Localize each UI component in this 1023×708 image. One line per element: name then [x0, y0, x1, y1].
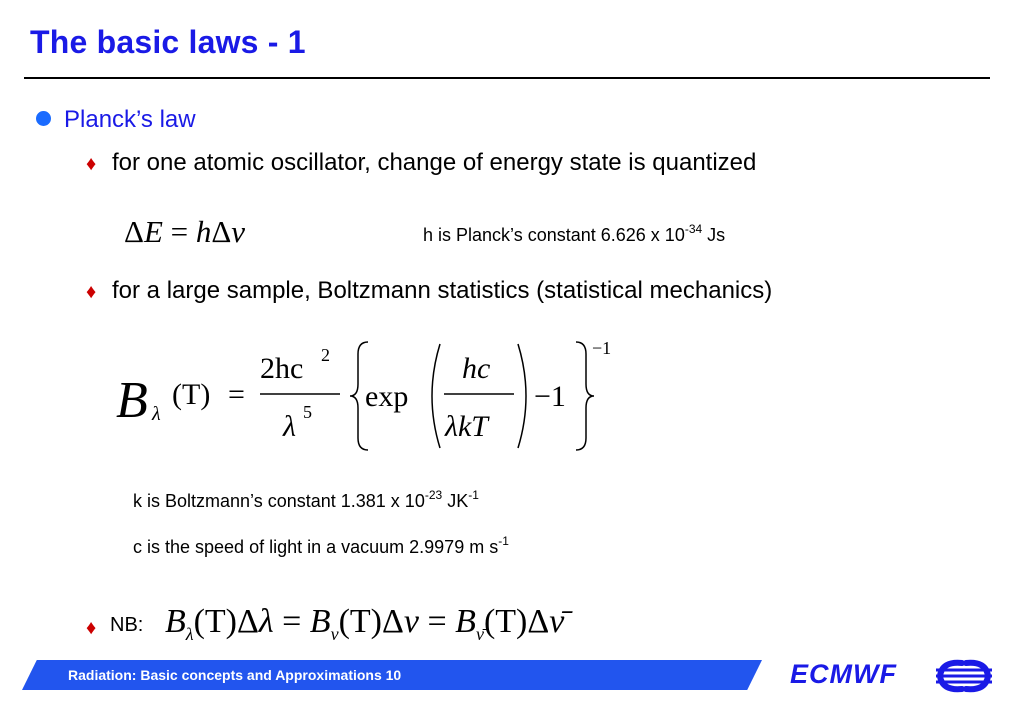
- ecmwf-brand-text: ECMWF: [790, 659, 897, 689]
- red-diamond-bullet-icon: ♦: [86, 153, 97, 175]
- nb-equation: [165, 603, 564, 645]
- planck-function-equation: [110, 330, 630, 460]
- blue-dot-bullet-icon: [36, 111, 51, 126]
- nb-delta2: Δ: [382, 603, 404, 640]
- equals-sign: =: [170, 214, 189, 249]
- minus-one: −1: [534, 380, 566, 413]
- outer-exponent: −1: [592, 338, 612, 358]
- eq-E: E: [143, 214, 163, 249]
- nb-B2: B: [309, 603, 331, 640]
- planck-T: (T): [172, 378, 211, 411]
- planck-constant-note: [423, 222, 726, 246]
- nb-eq2: =: [427, 603, 447, 640]
- nb-T1: (T): [193, 603, 237, 640]
- nb-nubar: ν̄: [549, 603, 565, 640]
- nb-B3: B: [455, 603, 476, 640]
- delta-symbol: Δ: [124, 214, 144, 249]
- boltzmann-unit-exp: -1: [468, 488, 479, 502]
- nb-delta3: Δ: [527, 603, 550, 640]
- nb-T2: (T): [338, 603, 382, 640]
- sub-bullet-oscillator: for one atomic oscillator, change of energy state is quantized: [112, 149, 757, 176]
- boltzmann-exp: -23: [424, 488, 443, 502]
- right-brace: [576, 342, 594, 450]
- eq-h: h: [195, 214, 212, 249]
- boltzmann-constant-note: [133, 488, 479, 512]
- speed-of-light-text: c is the speed of light in a vacuum 2.9979 m s: [133, 537, 499, 557]
- inner-numerator: hc: [462, 352, 491, 385]
- eq-nu: ν: [231, 214, 246, 249]
- title-divider: [24, 77, 990, 79]
- nb-sub-nubar: ν̄: [475, 623, 484, 644]
- speed-of-light-exp: -1: [498, 534, 509, 548]
- speed-of-light-note: [133, 534, 509, 558]
- bullet-plancks-law: Planck’s law: [64, 106, 196, 133]
- nb-B1: B: [165, 603, 186, 640]
- ecmwf-logo-icon: [934, 656, 994, 696]
- nb-sub-nu: ν: [330, 623, 339, 644]
- nb-eq1: =: [282, 603, 302, 640]
- boltzmann-text: k is Boltzmann’s constant 1.381 x 10: [133, 491, 425, 511]
- planck-constant-unit: Js: [702, 225, 726, 245]
- nb-sub-lambda: λ: [185, 623, 194, 644]
- planck-denominator-exp: 5: [303, 402, 312, 422]
- inner-denominator: λkT: [445, 410, 488, 443]
- red-diamond-bullet-icon: ♦: [86, 617, 97, 639]
- red-diamond-bullet-icon: ♦: [86, 281, 97, 303]
- planck-numerator-exp: 2: [321, 345, 330, 365]
- exp-function: exp: [365, 380, 409, 413]
- footer-text: Radiation: Basic concepts and Approximations 10: [68, 667, 402, 683]
- planck-equals: =: [228, 378, 245, 411]
- nb-label: NB:: [110, 614, 144, 636]
- nb-lambda: λ: [258, 603, 274, 640]
- planck-lambda-subscript: λ: [152, 403, 161, 425]
- right-paren: [518, 344, 526, 448]
- delta-symbol-2: Δ: [211, 214, 232, 249]
- boltzmann-unit: JK: [442, 491, 469, 511]
- planck-numerator: 2hc: [260, 352, 304, 385]
- planck-B: B: [116, 372, 148, 429]
- planck-denominator: λ: [283, 410, 296, 443]
- nb-nu: ν: [403, 603, 419, 640]
- energy-equation: [124, 214, 245, 250]
- left-paren: [432, 344, 440, 448]
- slide-title: The basic laws - 1: [30, 24, 306, 60]
- nb-T3: (T): [483, 603, 528, 640]
- planck-constant-exp: -34: [684, 222, 703, 236]
- nb-delta1: Δ: [237, 603, 259, 640]
- sub-bullet-boltzmann: for a large sample, Boltzmann statistics (statistical mechanics): [112, 277, 773, 304]
- planck-constant-text: h is Planck’s constant 6.626 x 10: [423, 225, 685, 245]
